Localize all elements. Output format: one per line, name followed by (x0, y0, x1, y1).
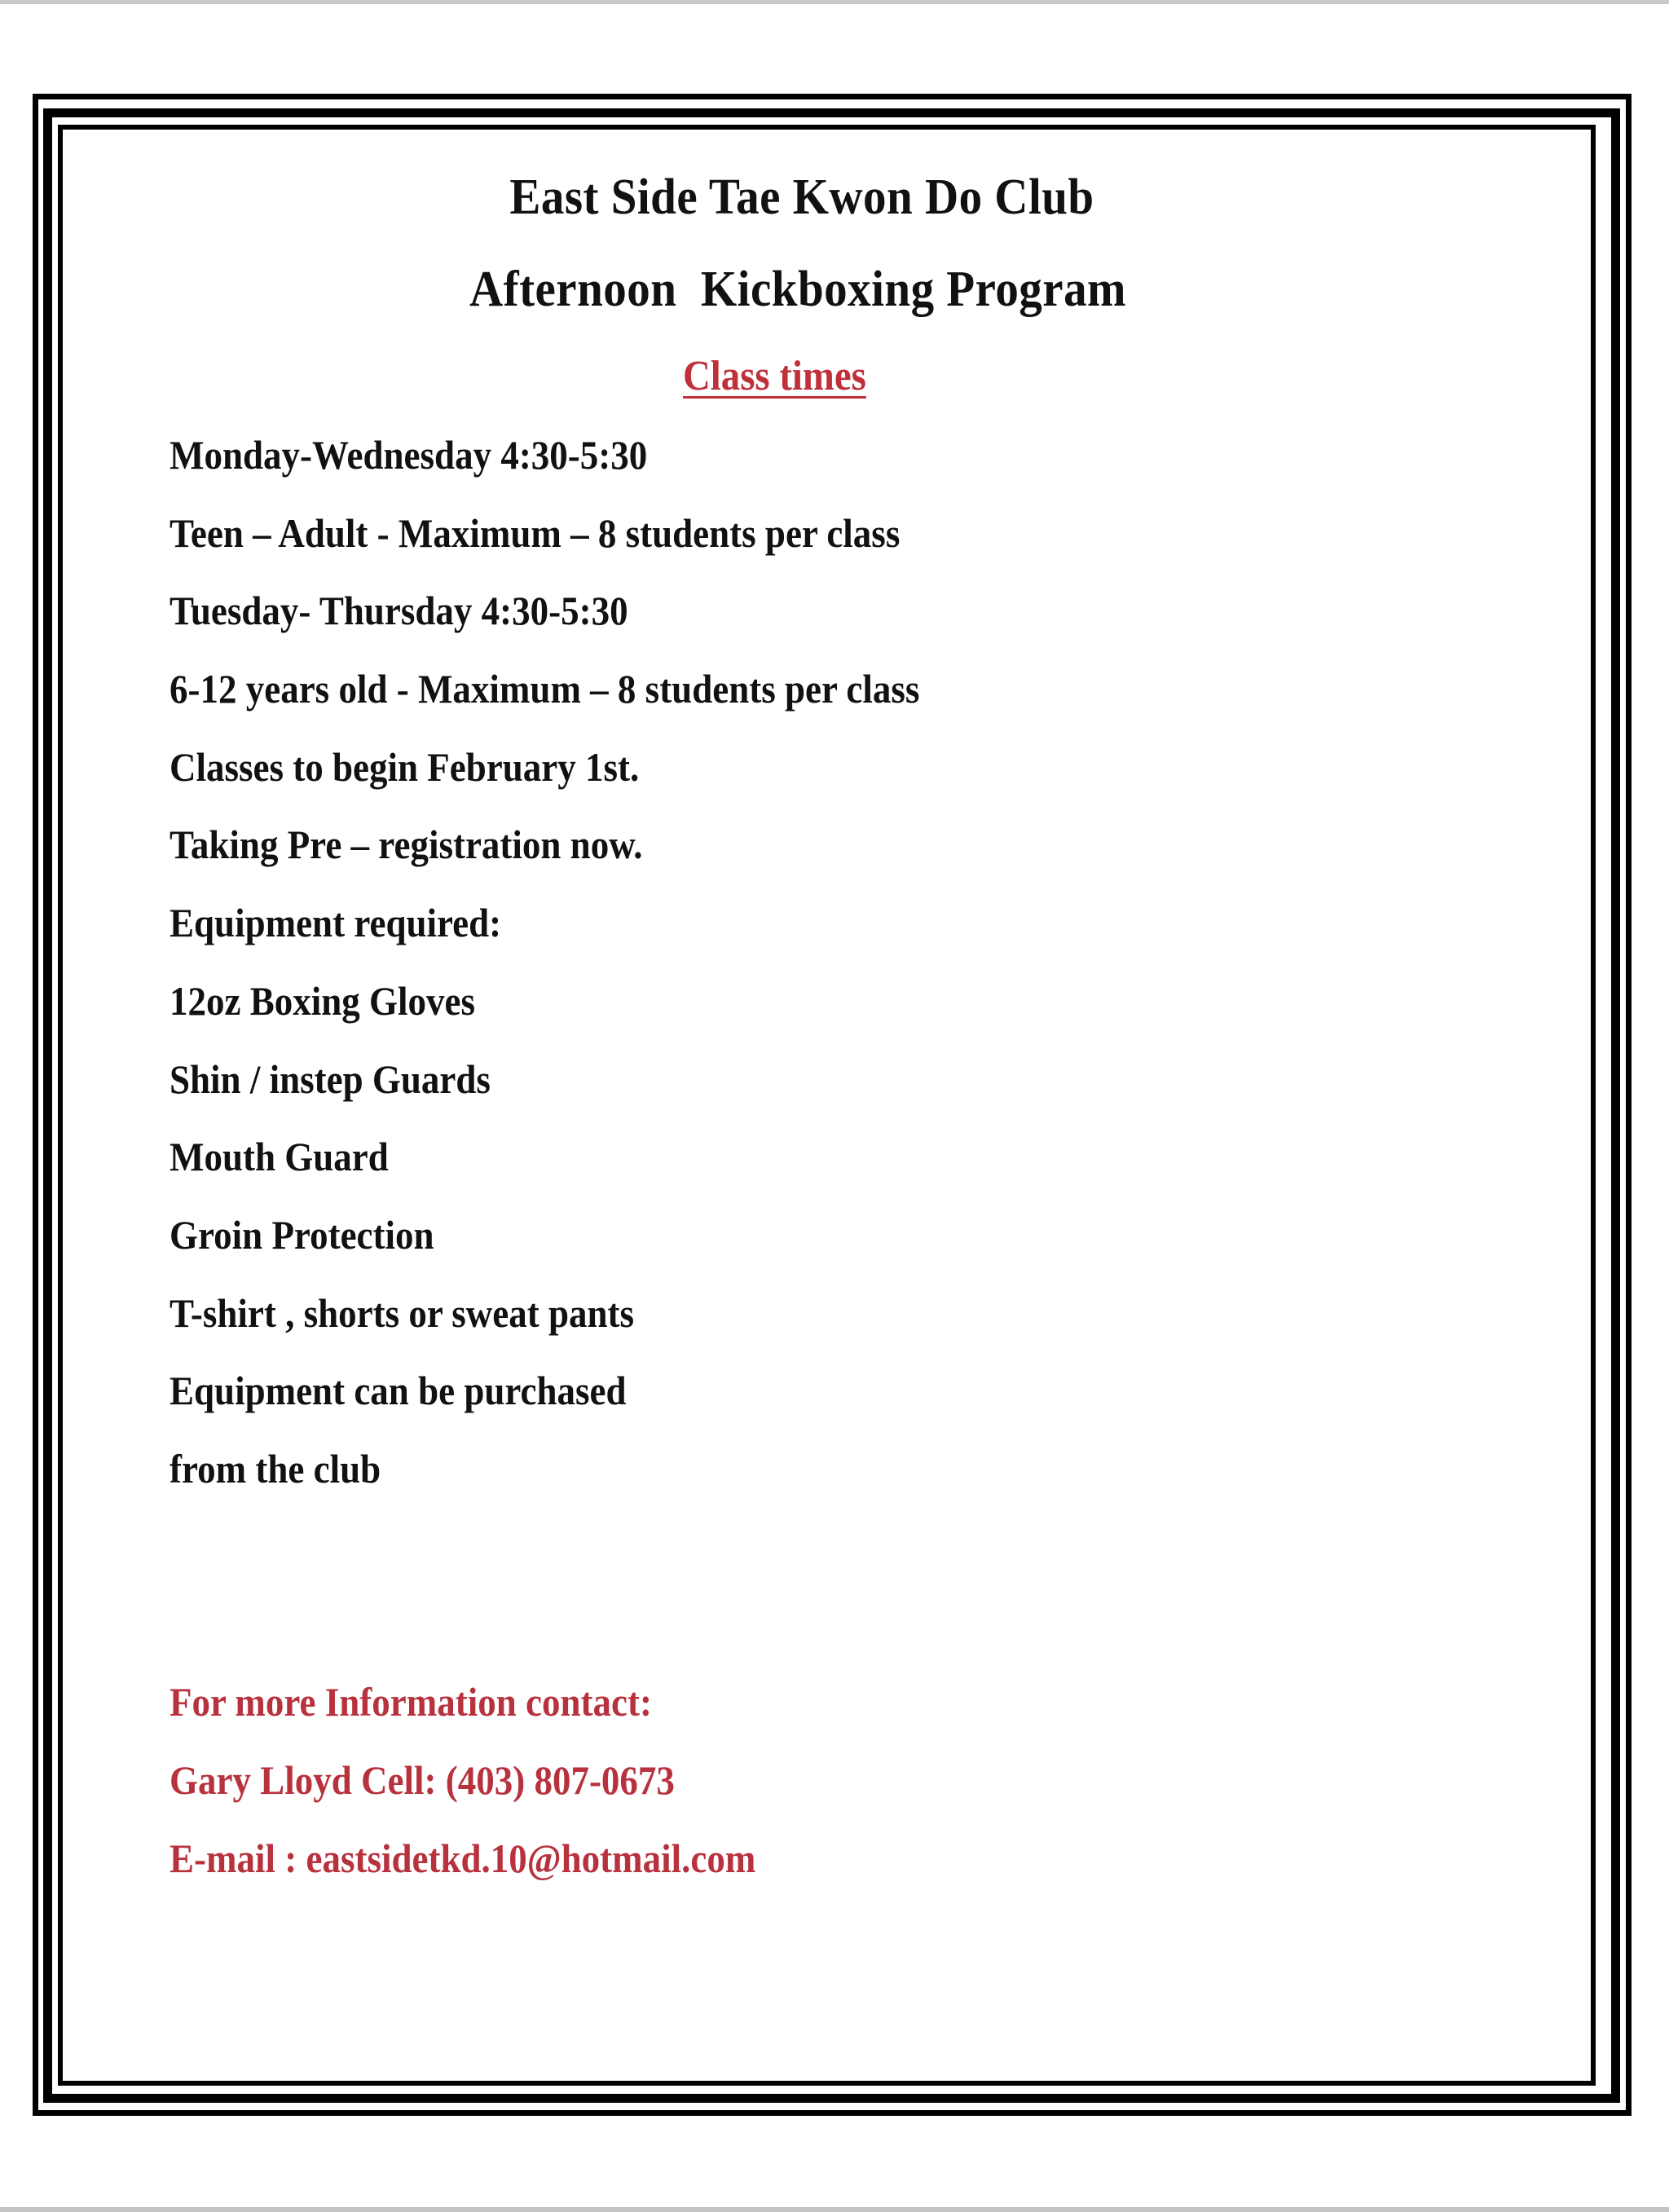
equipment-heading: Equipment required: (170, 900, 502, 946)
schedule-mon-wed: Monday-Wednesday 4:30-5:30 (170, 432, 648, 478)
equipment-item-mouth-guard: Mouth Guard (170, 1134, 389, 1180)
bottom-edge-rule (0, 2207, 1669, 2212)
start-date: Classes to begin February 1st. (170, 743, 640, 790)
contact-email: E-mail : eastsidetkd.10@hotmail.com (170, 1835, 756, 1881)
flyer-body (170, 430, 1003, 1522)
class-times-heading: Class times (683, 353, 866, 399)
purchase-note-line-1: Equipment can be purchased (170, 1368, 627, 1414)
schedule-tue-thu: Tuesday- Thursday 4:30-5:30 (170, 588, 628, 634)
teen-adult-capacity: Teen – Adult - Maximum – 8 students per class (170, 509, 901, 556)
program-title: Afternoon Kickboxing Program (469, 262, 1127, 317)
equipment-item-groin-protection: Groin Protection (170, 1211, 434, 1258)
contact-phone: Gary Lloyd Cell: (403) 807-0673 (170, 1757, 675, 1803)
top-edge-rule (0, 0, 1669, 4)
contact-section (170, 1677, 821, 1912)
club-title: East Side Tae Kwon Do Club (509, 170, 1094, 225)
pre-registration-note: Taking Pre – registration now. (170, 822, 643, 868)
equipment-item-shin-guards: Shin / instep Guards (170, 1055, 491, 1102)
contact-heading: For more Information contact: (170, 1679, 652, 1725)
equipment-item-gloves: 12oz Boxing Gloves (170, 977, 476, 1024)
purchase-note-line-2: from the club (170, 1445, 381, 1492)
equipment-item-clothing: T-shirt , shorts or sweat pants (170, 1289, 635, 1336)
kids-capacity: 6-12 years old - Maximum – 8 students per class (170, 666, 920, 712)
